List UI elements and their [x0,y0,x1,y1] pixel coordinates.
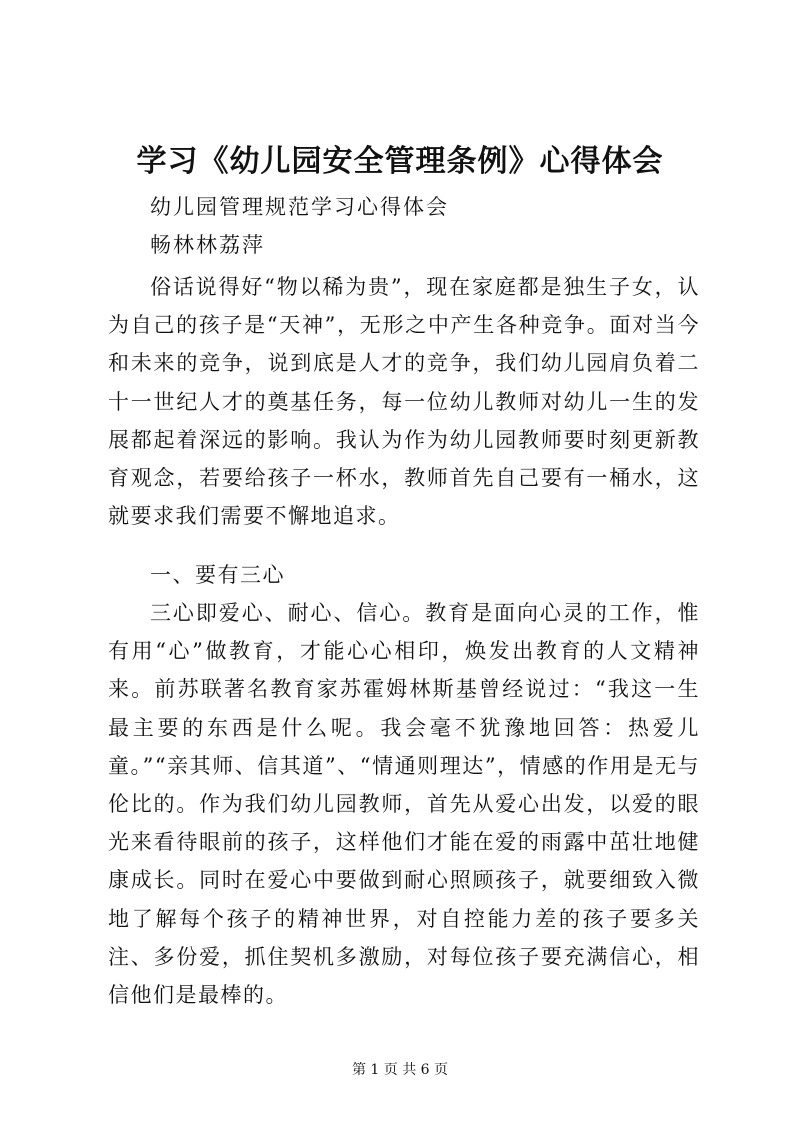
page-footer: 第 1 页 共 6 页 [351,1062,449,1078]
paragraph-intro: 俗话说得好“物以稀为贵”，现在家庭都是独生子女，认为自己的孩子是“天神”，无形之中产生各种竞争。面对当今和未来的竞争，说到底是人才的竞争，我们幼儿园肩负着二十一世纪人才的奠基任务，每一位幼儿教师对幼儿一生的发展都起着深远的影响。我认为作为幼儿园教师要时刻更新教育观念，若要给孩子一杯水，教师首先自己要有一桶水，这就要求我们需要不懈地追求。 [108,275,700,529]
paragraph-three-hearts: 三心即爱心、耐心、信心。教育是面向心灵的工作，惟有用“心”做教育，才能心心相印，焕发出教育的人文精神来。前苏联著名教育家苏霍姆林斯基曾经说过：“我这一生最主要的东西是什么呢。我会毫不犹豫地回答：热爱儿童。”“亲其师、信其道”、“情通则理达”，情感的作用是无与伦比的。作为我们幼儿园教师，首先从爱心出发，以爱的眼光来看待眼前的孩子，这样他们才能在爱的雨露中茁壮地健康成长。同时在爱心中要做到耐心照顾孩子，就要细致入微地了解每个孩子的精神世界，对自控能力差的孩子要多关注、多份爱，抓住契机多激励，对每位孩子要充满信心，相信他们是最棒的。 [108,601,700,1008]
document-author: 畅林林荔萍 [150,233,265,257]
document-title: 学习《幼儿园安全管理条例》心得体会 [136,144,664,179]
section-heading-three-hearts: 一、要有三心 [150,563,285,587]
document-subtitle: 幼儿园管理规范学习心得体会 [150,195,449,219]
